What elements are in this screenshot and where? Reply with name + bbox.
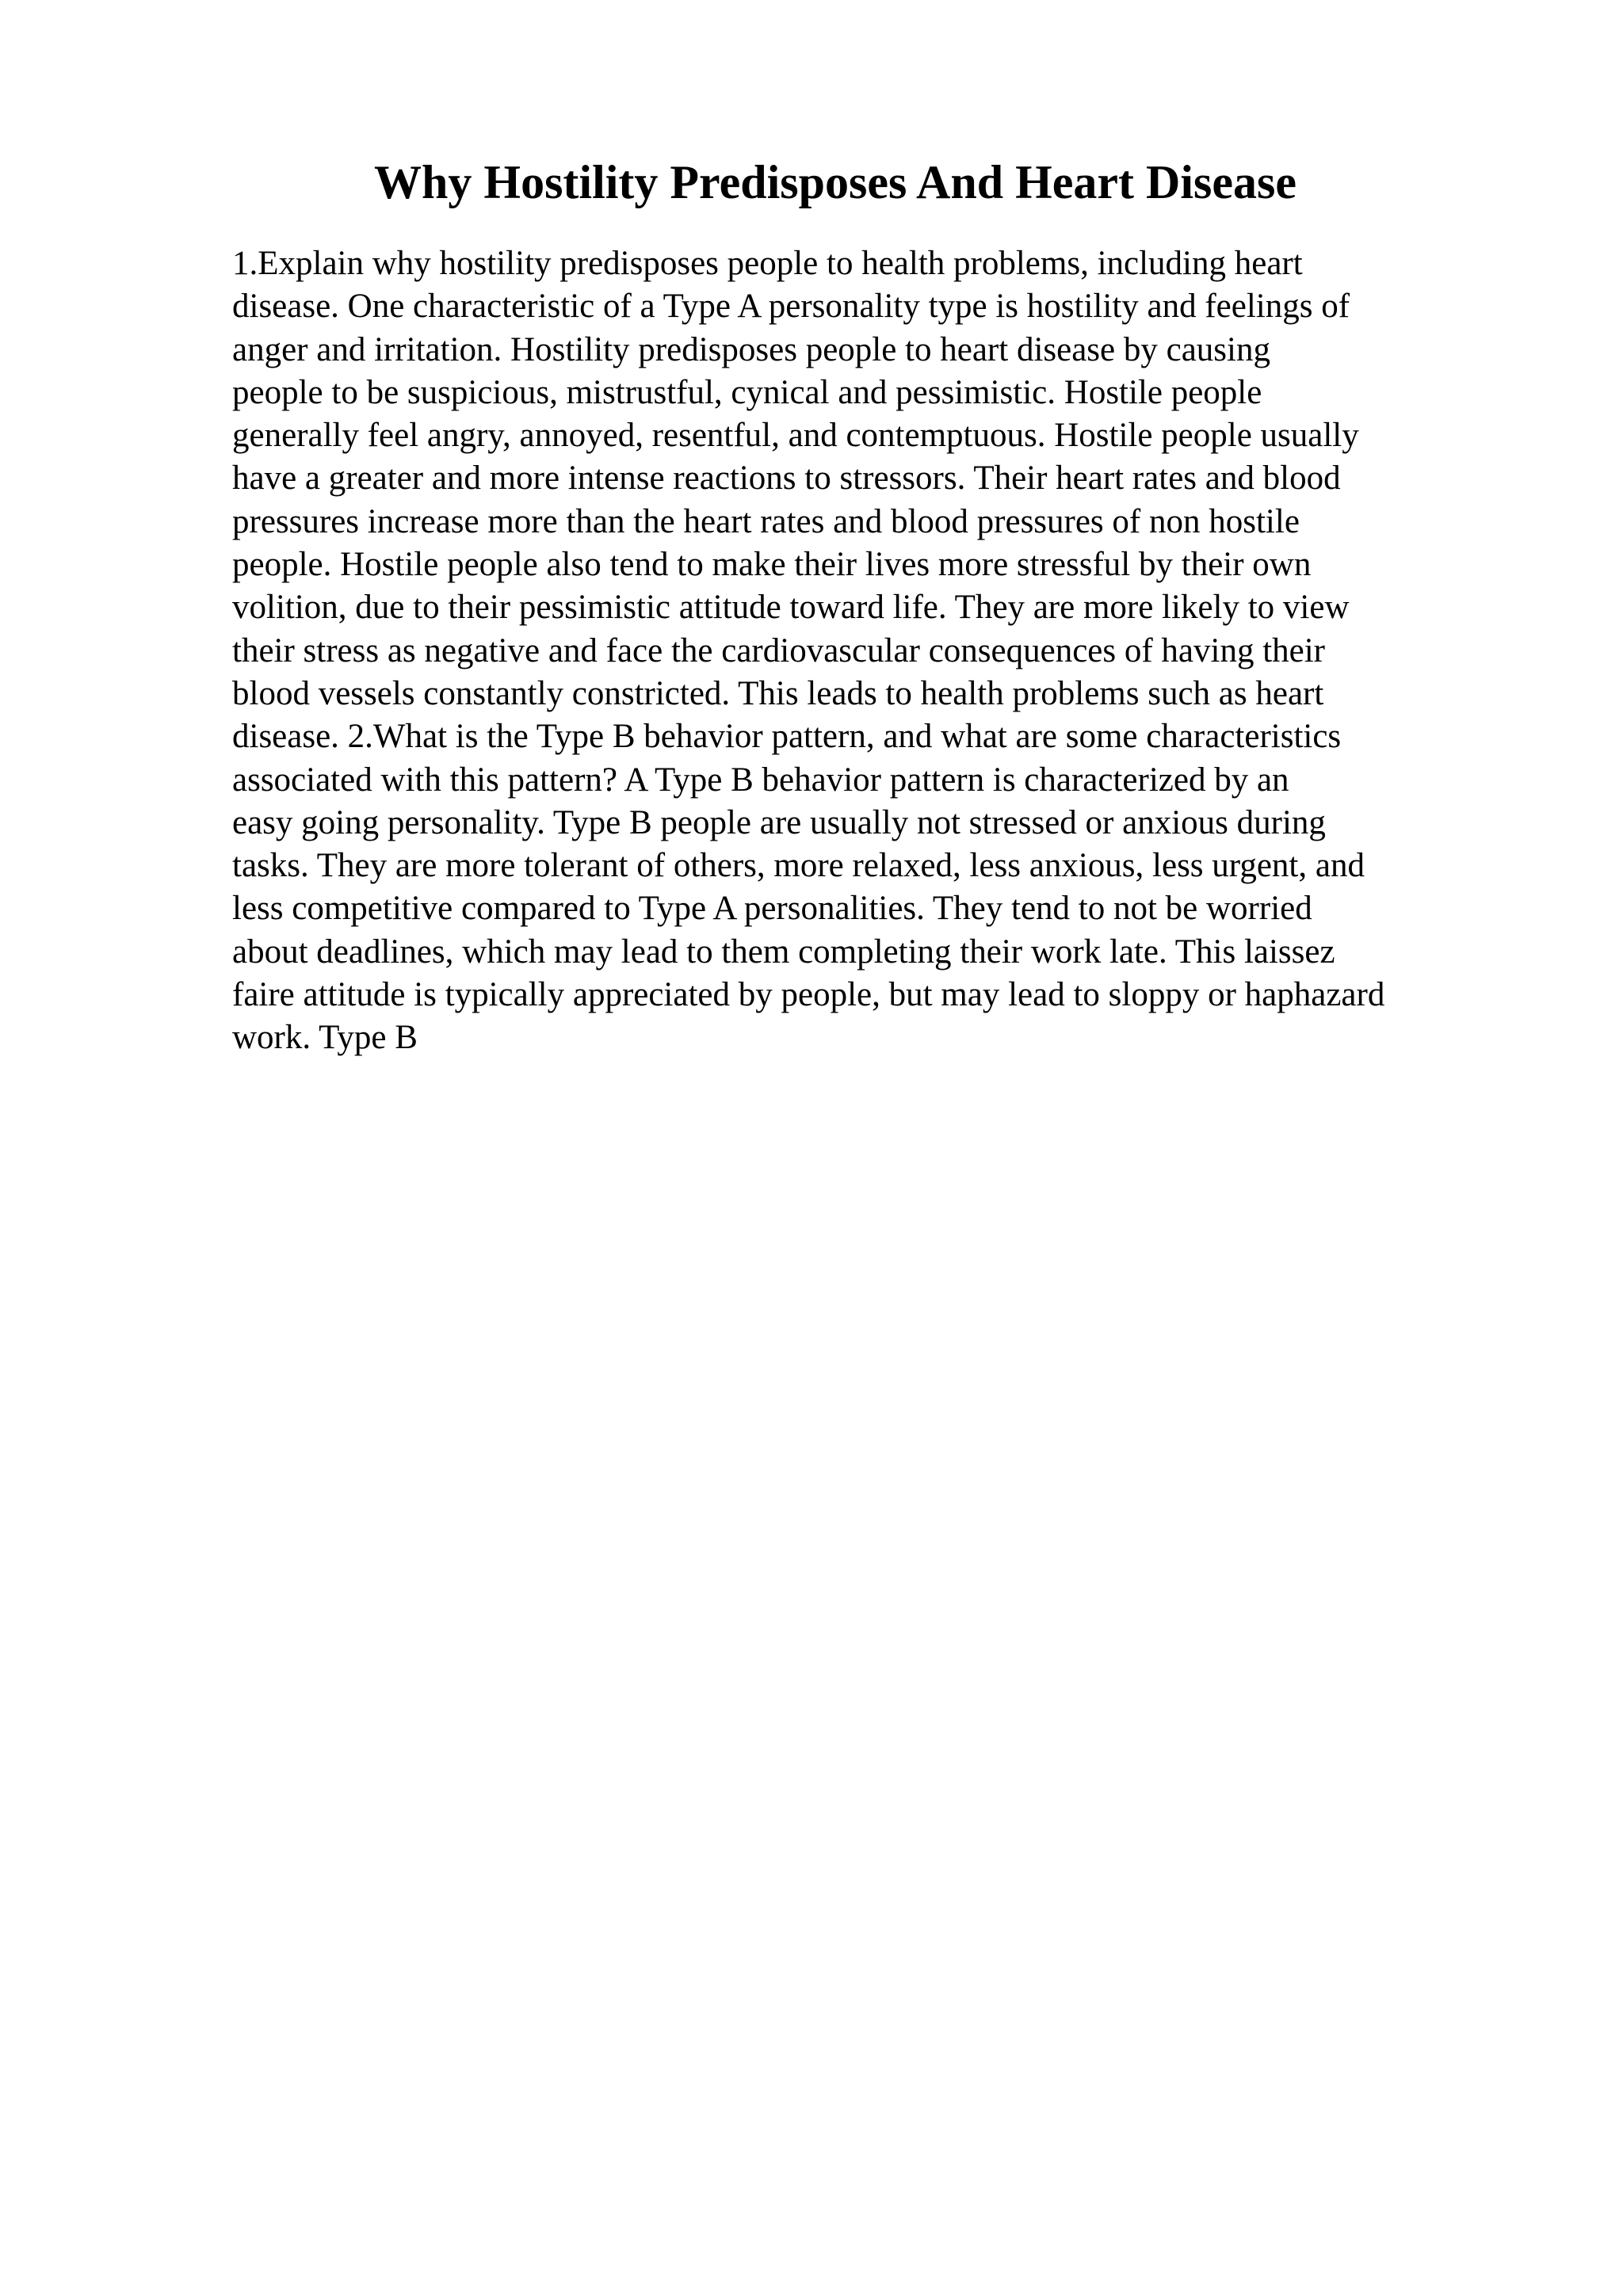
body-line: anger and irritation. Hostility predisposes people to heart disease by causing bbox=[232, 330, 1270, 368]
body-line: their stress as negative and face the cardiovascular consequences of having their bbox=[232, 631, 1326, 669]
document-title: Why Hostility Predisposes And Heart Disease bbox=[374, 156, 1296, 208]
body-line: 1.Explain why hostility predisposes people to health problems, including heart bbox=[232, 245, 1303, 282]
body-line: volition, due to their pessimistic attitude toward life. They are more likely to view bbox=[232, 589, 1350, 627]
document-body bbox=[0, 242, 1623, 1060]
body-line: have a greater and more intense reactions to stressors. Their heart rates and blood bbox=[232, 460, 1341, 498]
body-line: people. Hostile people also tend to make their lives more stressful by their own bbox=[232, 546, 1312, 584]
body-line: people to be suspicious, mistrustful, cynical and pessimistic. Hostile people bbox=[232, 373, 1262, 411]
body-line: associated with this pattern? A Type B behavior pattern is characterized by an bbox=[232, 761, 1289, 799]
body-line: less competitive compared to Type A personalities. They tend to not be worried bbox=[232, 890, 1312, 928]
body-line: generally feel angry, annoyed, resentful, and contemptuous. Hostile people usually bbox=[232, 417, 1359, 455]
body-line: tasks. They are more tolerant of others, more relaxed, less anxious, less urgent, and bbox=[232, 847, 1365, 885]
body-line: work. Type B bbox=[232, 1019, 418, 1057]
body-line: disease. One characteristic of a Type A personality type is hostility and feelings of bbox=[232, 288, 1350, 326]
body-line: disease. 2.What is the Type B behavior pattern, and what are some characteristics bbox=[232, 718, 1342, 756]
body-line: blood vessels constantly constricted. This leads to health problems such as heart bbox=[232, 674, 1324, 712]
body-line: pressures increase more than the heart rates and blood pressures of non hostile bbox=[232, 502, 1300, 540]
body-line: about deadlines, which may lead to them completing their work late. This laissez bbox=[232, 933, 1335, 971]
body-line: easy going personality. Type B people are usually not stressed or anxious during bbox=[232, 803, 1326, 841]
body-line: faire attitude is typically appreciated by people, but may lead to sloppy or haphazard bbox=[232, 976, 1385, 1014]
